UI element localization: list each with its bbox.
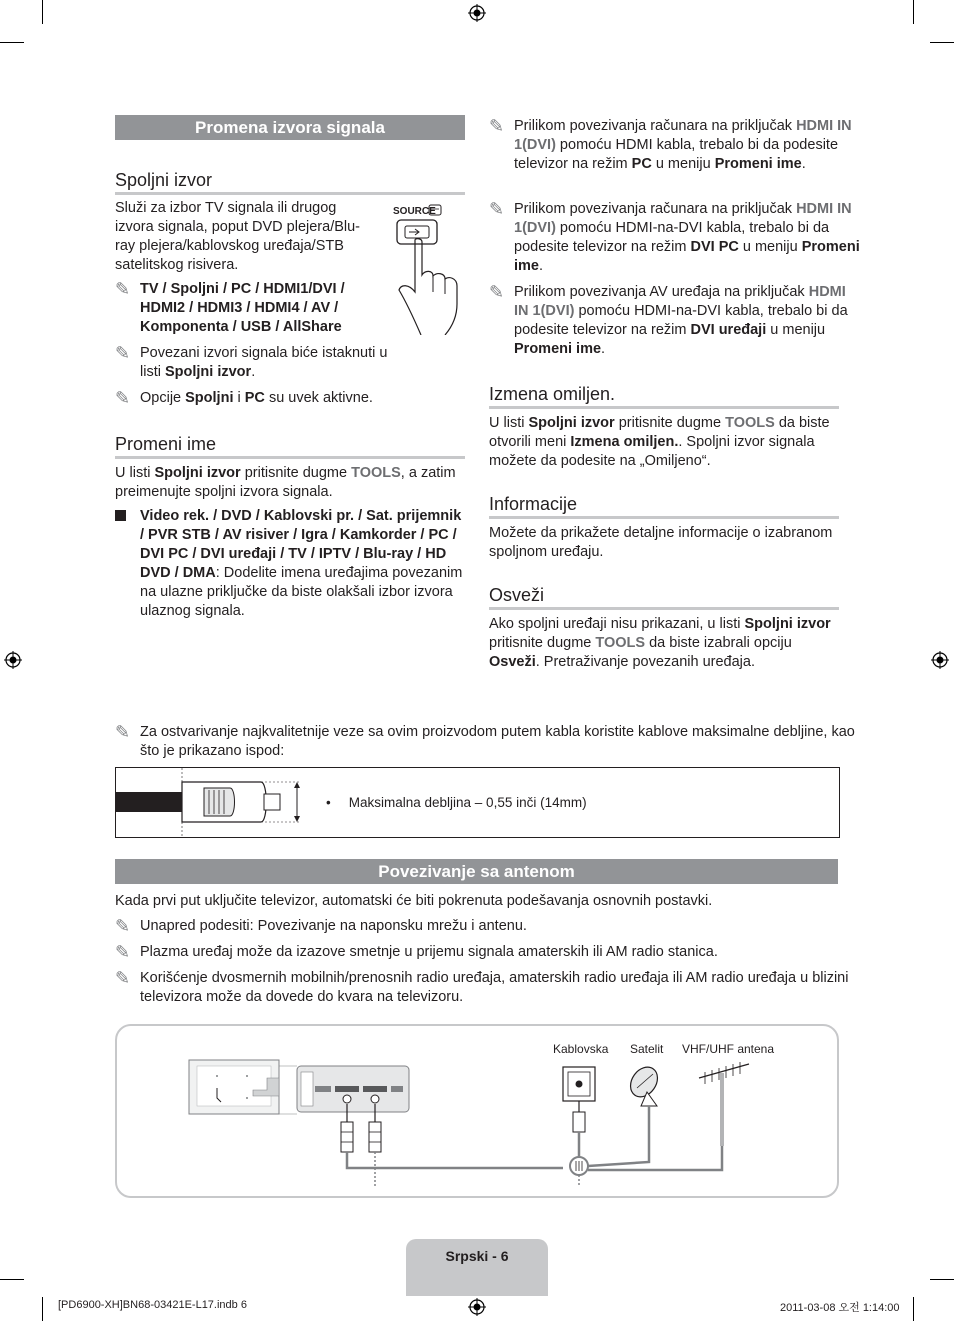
cable-thickness-item bbox=[326, 794, 587, 811]
pencil-note-icon: ✎ bbox=[489, 282, 505, 302]
diagram-graphics bbox=[117, 1026, 837, 1196]
promeni-ime-bullet bbox=[115, 507, 465, 621]
antenna-note-3 bbox=[115, 969, 864, 1007]
section-bar-promena-izvora: Promena izvora signala bbox=[115, 115, 465, 140]
note-text: . bbox=[251, 364, 256, 380]
text-bold: Spoljni izvor bbox=[154, 465, 241, 481]
t: pomoću HDMI-na-DVI kabla, trebalo bi da podesite televizor na režim bbox=[514, 220, 830, 255]
note-text: Unapred podesiti: Povezivanje na naponsku mrežu i antenu. bbox=[140, 918, 527, 934]
t: . bbox=[601, 341, 606, 357]
t-bold: PC bbox=[631, 156, 652, 172]
antenna-connection-diagram bbox=[115, 1024, 839, 1198]
tools-key: TOOLS bbox=[725, 415, 775, 431]
tools-key: TOOLS bbox=[351, 465, 401, 481]
registration-mark-icon bbox=[4, 651, 22, 669]
crop-mark bbox=[42, 0, 43, 24]
t-key: HDMI IN 1(DVI) bbox=[514, 118, 852, 153]
t-bold: Spoljni izvor bbox=[528, 415, 615, 431]
t-key: HDMI IN 1(DVI) bbox=[514, 284, 846, 319]
note-text: Korišćenje dvosmernih mobilnih/prenosnih radio uređaja, amaterskih radio uređaja ili AM radio uređaja u blizini televizora može da dovede do kvara na televizoru. bbox=[140, 970, 849, 1005]
t: pritisnite dugme bbox=[489, 635, 596, 651]
bullet-dot: • bbox=[326, 795, 331, 810]
t: Prilikom povezivanja računara na priključak bbox=[514, 118, 797, 134]
t-bold: DVI uređaji bbox=[690, 322, 767, 338]
note-text: Povezani izvori signala biće istaknuti u listi bbox=[140, 345, 388, 380]
crop-mark bbox=[913, 0, 914, 24]
antenna-note-1 bbox=[115, 917, 864, 936]
hdmi-note-3 bbox=[489, 283, 864, 359]
page-tab bbox=[406, 1239, 548, 1296]
note-bold: PC bbox=[244, 390, 265, 406]
t: . bbox=[801, 156, 806, 172]
device-names-list: Video rek. / DVD / Kablovski pr. / Sat. prijemnik / PVR STB / AV risiver / Igra / Kamkorder / PC / DVI PC / DVI uređaji / TV / IPTV / Blu-ray / HD DVD / DMA bbox=[140, 508, 462, 581]
crop-mark bbox=[0, 1279, 24, 1280]
t-key: HDMI IN 1(DVI) bbox=[514, 201, 852, 236]
note-text: Za ostvarivanje najkvalitetnije veze sa ovim proizvodom putem kabla koristite kablove maksimalne debljine, kao što je prikazano ispod: bbox=[140, 724, 855, 759]
crop-mark bbox=[930, 1279, 954, 1280]
promeni-ime-text bbox=[115, 464, 465, 502]
crop-mark bbox=[913, 1297, 914, 1321]
registration-mark-icon bbox=[468, 1298, 486, 1316]
t: . bbox=[539, 258, 544, 274]
note-text: Plazma uređaj može da izazove smetnje u prijemu signala amaterskih ili AM radio stanica. bbox=[140, 944, 718, 960]
spoljni-intro: Služi za izbor TV signala ili drugog izvora signala, poput DVD plejera/Blu-ray plejera/kablovskog uređaja/STB satelitskog risivera. bbox=[115, 200, 361, 273]
source-label: SOURCE bbox=[393, 206, 436, 217]
pencil-note-icon: ✎ bbox=[115, 722, 131, 742]
note-text: Opcije bbox=[140, 390, 186, 406]
crop-mark bbox=[42, 1297, 43, 1321]
crop-mark bbox=[0, 42, 24, 43]
t-bold: Promeni ime bbox=[514, 239, 860, 274]
pencil-note-icon: ✎ bbox=[115, 942, 131, 962]
antenna-note-2 bbox=[115, 943, 864, 962]
pencil-note-icon: ✎ bbox=[115, 279, 131, 299]
note-text: su uvek aktivne. bbox=[264, 390, 373, 406]
label-kablovska: Kablovska bbox=[553, 1042, 609, 1056]
spoljni-note-highlighted bbox=[115, 344, 410, 382]
t: pomoću HDMI-na-DVI kabla, trebalo bi da podesite televizor na režim bbox=[514, 303, 848, 338]
informacije-text: Možete da prikažete detaljne informacije o izabranom spoljnom uređaju. bbox=[489, 525, 833, 560]
registration-mark-icon bbox=[468, 4, 486, 22]
t-bold: Osveži bbox=[489, 654, 536, 670]
heading-osvezi: Osveži bbox=[489, 585, 839, 610]
t: Prilikom povezivanja AV uređaja na priključak bbox=[514, 284, 809, 300]
label-vhf-uhf: VHF/UHF antena bbox=[682, 1042, 775, 1056]
t: da biste izabrali opciju bbox=[645, 635, 792, 651]
heading-spoljni-izvor: Spoljni izvor bbox=[115, 170, 465, 195]
t-bold: Promeni ime bbox=[714, 156, 802, 172]
t: U listi bbox=[489, 415, 529, 431]
t: da biste otvorili meni bbox=[489, 415, 830, 450]
pencil-note-icon: ✎ bbox=[115, 388, 131, 408]
t: Prilikom povezivanja računara na priključak bbox=[514, 201, 797, 217]
print-file-info: [PD6900-XH]BN68-03421E-L17.indb 6 bbox=[58, 1299, 247, 1311]
source-button-hand-illustration bbox=[385, 200, 467, 335]
t-bold: DVI PC bbox=[690, 239, 739, 255]
osvezi-text bbox=[489, 615, 839, 672]
pencil-note-icon: ✎ bbox=[115, 968, 131, 988]
heading-izmena-omiljen: Izmena omiljen. bbox=[489, 384, 839, 409]
heading-promeni-ime: Promeni ime bbox=[115, 434, 465, 459]
square-bullet-icon bbox=[115, 510, 126, 521]
cable-thickness-box bbox=[115, 767, 840, 838]
spoljni-note-sources bbox=[115, 280, 390, 337]
pencil-note-icon: ✎ bbox=[489, 199, 505, 219]
hdmi-note-2 bbox=[489, 200, 864, 276]
antenna-intro: Kada prvi put uključite televizor, automatski će biti pokrenuta podešavanja osnovnih postavki. bbox=[115, 893, 713, 909]
bullet-text: : Dodelite imena uređajima povezanim na ulazne priključke da biste olakšali izbor izvora ulaznog signala. bbox=[140, 565, 463, 619]
pencil-note-icon: ✎ bbox=[115, 916, 131, 936]
hdmi-note-1 bbox=[489, 117, 864, 174]
pencil-note-icon: ✎ bbox=[489, 116, 505, 136]
t: Ako spoljni uređaji nisu prikazani, u listi bbox=[489, 616, 745, 632]
label-satelit: Satelit bbox=[630, 1042, 664, 1056]
text: , a zatim preimenujte spoljni izvora signala. bbox=[115, 465, 456, 500]
spoljni-note-always-active bbox=[115, 389, 430, 408]
t-bold: Spoljni izvor bbox=[744, 616, 831, 632]
tools-key: TOOLS bbox=[595, 635, 646, 651]
note-bold: Spoljni bbox=[185, 390, 234, 406]
max-thickness-text: Maksimalna debljina – 0,55 inči (14mm) bbox=[348, 795, 587, 810]
t-bold: Promeni ime bbox=[514, 341, 602, 357]
crop-mark bbox=[930, 42, 954, 43]
registration-mark-icon bbox=[931, 651, 949, 669]
cable-thickness-note bbox=[115, 723, 864, 761]
t: u meniju bbox=[651, 156, 715, 172]
section-bar-antena: Povezivanje sa antenom bbox=[115, 859, 838, 884]
t: . Spoljni izvor signala možete da podesite na „Omiljeno“. bbox=[489, 434, 815, 469]
t: u meniju bbox=[766, 322, 826, 338]
izmena-omiljen-text bbox=[489, 414, 839, 471]
pencil-note-icon: ✎ bbox=[115, 343, 131, 363]
t: pomoću HDMI kabla, trebalo bi da podesite televizor na režim bbox=[514, 137, 839, 172]
print-timestamp: 2011-03-08 오전 1:14:00 bbox=[780, 1302, 900, 1314]
t-bold: Izmena omiljen. bbox=[570, 434, 679, 450]
text: U listi bbox=[115, 465, 155, 481]
t: pritisnite dugme bbox=[614, 415, 726, 431]
t: u meniju bbox=[738, 239, 802, 255]
heading-informacije: Informacije bbox=[489, 494, 839, 519]
text: pritisnite dugme bbox=[240, 465, 352, 481]
page-number-label: Srpski - 6 bbox=[445, 1248, 509, 1264]
note-text: i bbox=[233, 390, 245, 406]
sources-list: TV / Spoljni / PC / HDMI1/DVI / HDMI2 / HDMI3 / HDMI4 / AV / Komponenta / USB / AllShare bbox=[140, 281, 345, 335]
cable-plug-illustration bbox=[116, 768, 316, 837]
t: . Pretraživanje povezanih uređaja. bbox=[535, 654, 755, 670]
note-bold: Spoljni izvor bbox=[164, 364, 252, 380]
